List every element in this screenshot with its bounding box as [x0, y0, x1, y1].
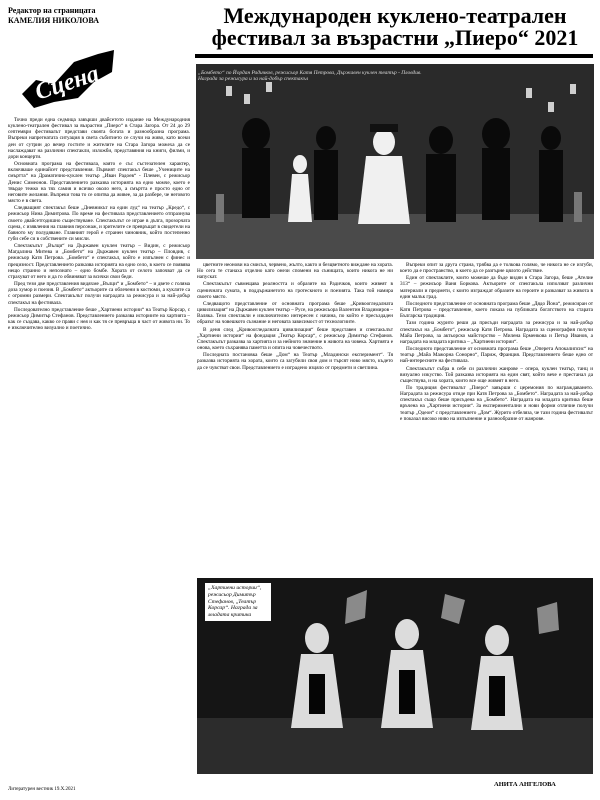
paragraph: Основната програма на фестивала, която е със състезателен характер, включваше единайсет представления. Първият спектакъл беше „Учениците на смъртта“ на Драматично-куклен театър „Иван Радоев“ - Плевен, с режисьор Денис Симеонов. Представлението разказва историята на едно момче, което е твърде тежко на тях самия и всичко около него, а смъртта е просто едно от неговите желания. Въпреки това то се опитва да живее, за да разбере, че неговото място е в света.	[8, 161, 190, 205]
paragraph: По традиция фестивалът „Пиеро“ завърши с церемония по награждаването. Наградата за режисура отиде при Катя Петрова за „Бомбето“. Наградата за най-добър спектакъл също беше присъдена на „Бомбето“. Наградата на младата критика беше връчена на „Хартиени истории“. За експериментални и нови форми отличие получи театър „Одеон“ с представлението „Дом“. Журито отбеляза, че тази година фестивалът е показал високо ниво на изпълнение и разнообразие от жанрове.	[400, 384, 593, 422]
paragraph: В деня след „Кривоогледалната цивилизация“ беше представен и спектакълът „Хартиени истории“ на фондация „Театър Корсар“, с режисьор Димитър Стефанов. Спектакълът разказва за хартията и за нейното значение в живота на човека. Хартията е онова, което съхранява паметта и опита на човечеството.	[197, 326, 393, 352]
article-column-1	[8, 117, 190, 782]
paragraph: Следващият спектакъл беше „Дневникът на един луд“ на театър „Кредо“, с режисьор Нина Димитрова. По време на фестивала представлението отпразнува своето двайсетгодишно съществуване. Спектакълът се играе в дълга, прозорчата сцена, с изявления на главния персонаж, и зрителите се превръщат в свидетели на бавното му полудяване. Главният герой е странен чиновник, който постепенно губи себе си в собствените си мисли.	[8, 205, 190, 242]
paragraph: Въпреки опит за друга страна, трябва да е толкова голямо, че никога не се изгуби, което да е пространство, в което да се разгърне цялото действие.	[400, 262, 593, 275]
title-line-2: фестивал за възрастни „Пиеро“ 2021	[211, 25, 579, 50]
top-photo-caption: „Бомбето“ по Йордан Радичков, режисьор Катя Петрова, Държавен куклен театър - Пловдив. Награда за режисура и за най-добър спектакъл	[198, 70, 422, 82]
publication-footer: Литературен вестник 19.X.2021	[8, 787, 76, 792]
section-logo	[18, 42, 118, 112]
article-column-2	[197, 262, 393, 574]
paragraph: цветните неонови на смисъл, червено, жълто, както и безцветното виждане на хората. Но сега те станаха отделно като онези спомени на сънищата, които никога не ни напускат.	[197, 262, 393, 281]
bottom-photo-caption: „Хартиени истории“, режисьор Димитър Стефанов, „Театър Корсар“. Награда за младата критика	[205, 583, 271, 621]
article-title	[195, 5, 595, 49]
section-logo-text: Сцена	[31, 60, 103, 106]
editor-name: КАМЕЛИЯ НИКОЛОВА	[8, 16, 99, 25]
article-author: АНИТА АНГЕЛОВА	[494, 781, 556, 788]
editor-role: Редактор на страницата	[8, 6, 96, 15]
paragraph: Спектакълът съвмещава реалността и образите на Радичков, които живеят в сценичната сумата, в поддържанетото на гротескното и поезията. Така той намира своето място.	[197, 281, 393, 300]
top-photo	[196, 64, 594, 259]
paragraph: Последователно представление беше „Хартиени истории“ на Театър Корсар, с режисьор Димитър Стефанов. Представлението разказва историите на хартията – как се създава, какво се прави с нея и как тя се превръща в част от живота ни. То е изключително визуално и поетично.	[8, 306, 190, 332]
paragraph: Един от спектаклите, които можеше да бъде видян в Стара Загора, беше „Ателие 313“ – режисьор Ваня Боркова. Актьорите от спектакъла използват различни материали и предмети, с които изграждат образите на героите и разказват за живота в един малък град.	[400, 275, 593, 300]
paragraph: Последното представление от основната програма беше „Дядо Йона“, режисиран от Катя Петрова – представление, което показа на публиката богатството на старата Българска традиция.	[400, 300, 593, 320]
editor-credit	[8, 6, 148, 26]
paragraph: Тази година журито реши да присъди наградата за режисура и за най-добър спектакъл на „Бомбето“, режисьор Катя Петрова. Наградата за сценография получи Майа Петрова, за актьорско майсторство – Милена Ерменкова и Петър Иванов, а наградата на младата критика – „Хартиени истории“.	[400, 320, 593, 345]
paragraph: Спектакълът „Вълци“ на Държавен куклен театър – Видин, с режисьор Магдалина Митева и „Бомбето“ на Държавен куклен театър – Пловдив, с режисьор Катя Петрова. „Бомбето“ е спектакъл, който е изпълнен с финес и прецизност. Представлението разказва историята на едно село, в което се появява нещо странно и непознато – едно бомбе. Хората от селото започват да се страхуват от него и да го обвиняват за всички свои беди.	[8, 243, 190, 280]
paragraph: Последното представление от основната програма беше „Оперета Апокалипсис“ на театър „Майа Мажорна Сонорно“, Париж, Франция. Представлението беше едно от най-интересните на фестивала.	[400, 346, 593, 365]
title-line-1: Международен куклено-театрален	[223, 3, 567, 28]
paragraph: Точно преди една седмица завърши двайсетото издание на Международния куклено-театрален фестивал за възрастни „Пиеро“ в Стара Загора. От 24 до 29 септември фестивалът представи своята богата и разнообразна програма. Въпреки напрегнатата ситуация в света събитието се случи на живо, като всеки ден от сутрин до вечер гостите и жителите на Стара Загора можеха да се наслаждават на различни спектакли, изложби, представяния на книги, филми, и дори концерти.	[8, 117, 190, 160]
paragraph: Пред тези две представления видяхме „Вълци“ и „Бомбето“ – и двете с голяма доза хумор и поезия. В „Бомбето“ актьорите са облечени в костюми, а куклите са с огромни размери. Спектакълът получи наградата за режисура и за най-добър спектакъл на фестивала.	[8, 281, 190, 306]
stage-photo-bombeto	[196, 64, 594, 259]
paragraph: Спектакълът събра в себе си различни жанрове – опера, куклен театър, танц и визуално изкуство. Той разказва историята на един свят, който вече е престанал да съществува, и на хората, които все още живеят в него.	[400, 365, 593, 384]
paragraph: Последната постановка беше „Дом“ на Театър „Младински експеримент“. Тя разказва историята на хората, които са загубили своя дом и търсят ново място, където да се чувстват свои. Представлението е изградено изцяло от предмети и светлина.	[197, 352, 393, 371]
title-rule	[195, 54, 593, 58]
paragraph: Следващото представление от основната програма беше „Кривоогледалната цивилизация“ на Държавен куклен театър – Русе, на режисьора Валентин Владимиров – Валяка. Тези спектакли е изключително интересен с начина, по който е пресъздаден образът на човешкото съзнание и неговата зависимост от технологиите.	[197, 300, 393, 326]
